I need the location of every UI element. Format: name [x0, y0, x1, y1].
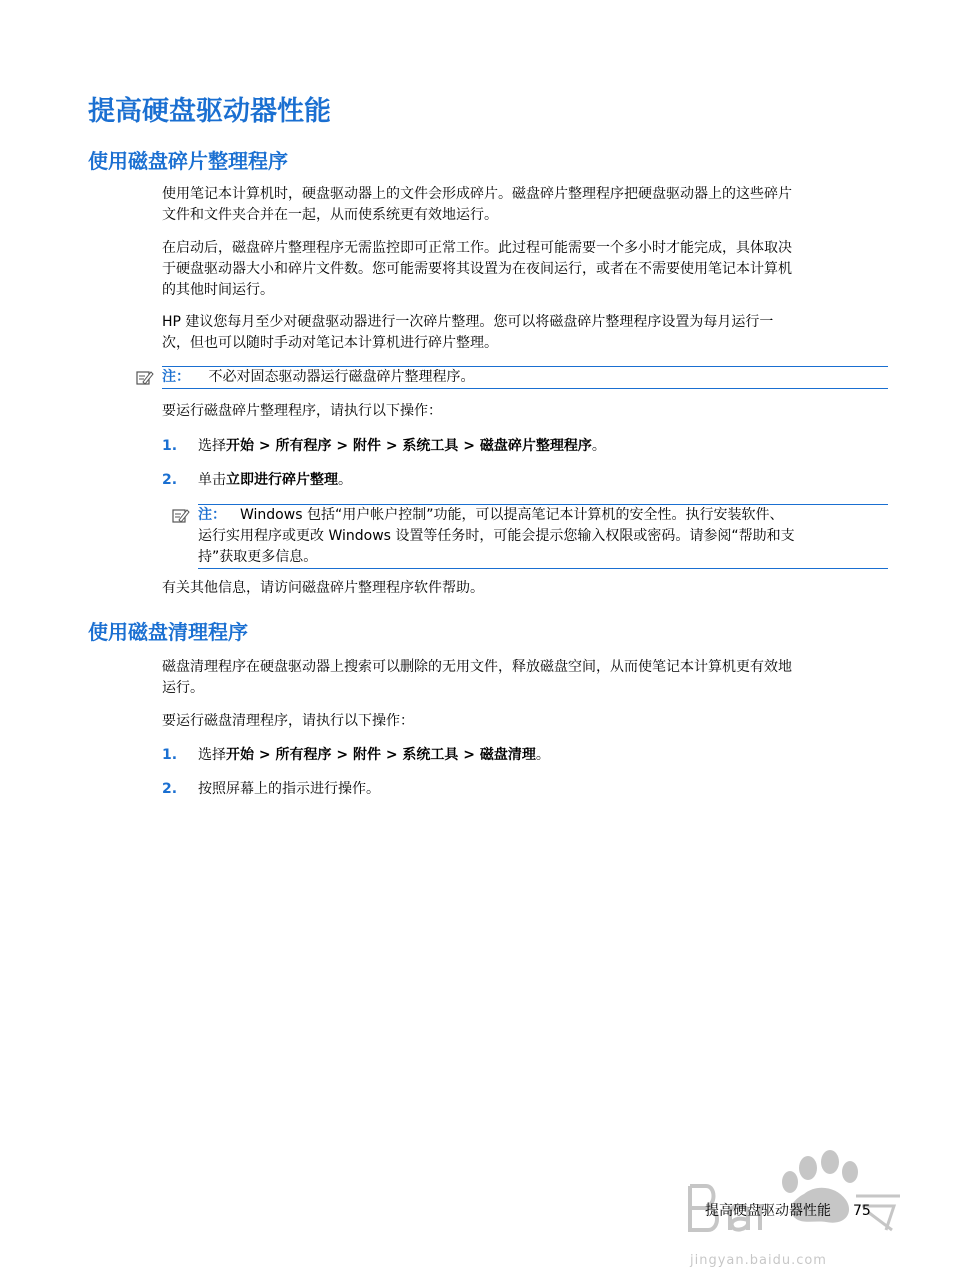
step-number: 2.	[162, 781, 178, 797]
menu-path: 开始 > 所有程序 > 附件 > 系统工具 > 磁盘碎片整理程序	[226, 438, 592, 454]
page-number: 75	[853, 1203, 871, 1219]
defrag-paragraph-1: 使用笔记本计算机时，硬盘驱动器上的文件会形成碎片。磁盘碎片整理程序把硬盘驱动器上的这些碎片 文件和文件夹合并在一起，从而使系统更有效地运行。	[162, 186, 792, 223]
step-number: 1.	[162, 747, 178, 763]
footer-title: 提高硬盘驱动器性能	[705, 1203, 831, 1219]
defrag-step-1: 1. 选择开始 > 所有程序 > 附件 > 系统工具 > 磁盘碎片整理程序。	[162, 436, 606, 457]
defrag-intro: 要运行磁盘碎片整理程序，请执行以下操作：	[162, 403, 442, 419]
note-pencil-icon	[136, 370, 154, 386]
defrag-more-info: 有关其他信息，请访问磁盘碎片整理程序软件帮助。	[162, 580, 484, 596]
note-text: Windows 包括“用户帐户控制”功能，可以提高笔记本计算机的安全性。执行安装软件、	[240, 507, 784, 523]
note-text: 不必对固态驱动器运行磁盘碎片整理程序。	[208, 369, 475, 385]
note-ssd	[162, 366, 888, 389]
section-heading-cleanup: 使用磁盘清理程序	[88, 620, 248, 644]
step-number: 1.	[162, 438, 178, 454]
note-label: 注：	[198, 507, 226, 523]
cleanup-step-1: 1. 选择开始 > 所有程序 > 附件 > 系统工具 > 磁盘清理。	[162, 745, 550, 766]
button-name: 立即进行碎片整理	[226, 472, 338, 488]
step-number: 2.	[162, 472, 178, 488]
defrag-step-2: 2. 单击立即进行碎片整理。	[162, 470, 352, 491]
cleanup-step-2: 2. 按照屏幕上的指示进行操作。	[162, 779, 380, 800]
page-footer	[705, 1201, 871, 1221]
page-title: 提高硬盘驱动器性能	[88, 96, 331, 127]
watermark-url: jingyan.baidu.com	[690, 1253, 827, 1268]
defrag-paragraph-3: HP 建议您每月至少对硬盘驱动器进行一次碎片整理。您可以将磁盘碎片整理程序设置为每月运行一 次，但也可以随时手动对笔记本计算机进行碎片整理。	[162, 314, 774, 351]
note-uac: 注： Windows 包括“用户帐户控制”功能，可以提高笔记本计算机的安全性。执行安装软件、 运行实用程序或更改 Windows 设置等任务时，可能会提示您输入权限或密码。请参阅“帮助和支 持”获取更多信息。	[198, 504, 888, 569]
defrag-paragraph-2: 在启动后，磁盘碎片整理程序无需监控即可正常工作。此过程可能需要一个多小时才能完成，具体取决 于硬盘驱动器大小和碎片文件数。您可能需要将其设置为在夜间运行，或者在不需要使用笔记本计算机 的其他时间运行。	[162, 240, 792, 298]
section-heading-defrag: 使用磁盘碎片整理程序	[88, 149, 288, 173]
note-pencil-icon	[172, 508, 190, 524]
note-label: 注：	[162, 369, 190, 385]
cleanup-paragraph-1: 磁盘清理程序在硬盘驱动器上搜索可以删除的无用文件，释放磁盘空间，从而使笔记本计算机更有效地 运行。	[162, 659, 792, 696]
menu-path: 开始 > 所有程序 > 附件 > 系统工具 > 磁盘清理	[226, 747, 536, 763]
cleanup-intro: 要运行磁盘清理程序，请执行以下操作：	[162, 713, 414, 729]
